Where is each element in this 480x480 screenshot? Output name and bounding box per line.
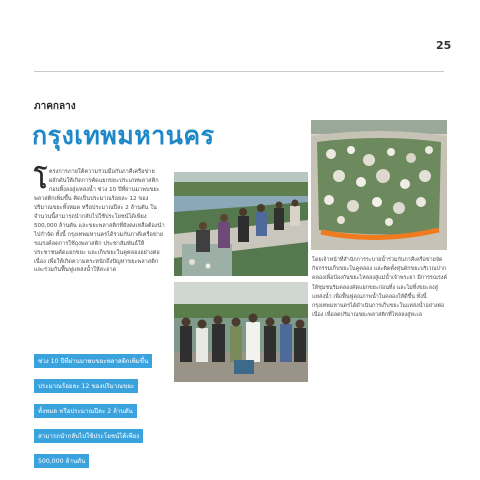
body-text (34, 168, 166, 275)
highlight-list (34, 348, 174, 473)
body-paragraph: ครงการภายใต้ความร่วมมือกับภาคีเครือข่าย ผลักดันให้เกิดการคัดแยกขยะประเภทพลาสติกก่อนทิ้งลงสู่แหล่งน้ำ ช่วง 10 ปีที่ผ่านมาพบขยะพลาสติกเพิ่มขึ้น คิดเป็นประมาณร้อยละ 12 ของปริมาณขยะทั้งหมด หรือประมาณปีละ 2 ล้านตัน ในจำนวนนี้สามารถนำกลับไปใช้ประโยชน์ได้เพียง 500,000 ล้านตัน และขยะพลาสติกที่ยังคงเหลือต้องนำไปกำจัด ทั้งนี้ กรุงเทพมหานครได้ร่วมกับภาคีเครือข่ายรณรงค์ลดการใช้ถุงพลาสติก ประชาสัมพันธ์ให้ประชาชนคัดแยกขยะ และเก็บขยะในคูคลองอย่างต่อเนื่อง เพื่อให้เกิดความตระหนักถึงปัญหาขยะพลาสติก และร่วมกันฟื้นฟูแหล่งน้ำให้สะอาด (34, 169, 165, 274)
photo-bottom-image (174, 282, 308, 382)
photo-caption: โดยเจ้าหน้าที่สำนักการระบายน้ำร่วมกับภาคีเครือข่ายจัดกิจกรรมเก็บขยะในคูคลอง และติดตั้งทุ่นดักขยะบริเวณปากคลองเพื่อป้องกันขยะไหลลงสู่แม่น้ำเจ้าพระยา มีการรณรงค์ให้ชุมชนริมคลองคัดแยกขยะก่อนทิ้ง และไม่ทิ้งขยะลงสู่แหล่งน้ำ เพื่อฟื้นฟูคุณภาพน้ำในคลองให้ดีขึ้น ทั้งนี้ กรุงเทพมหานครได้ดำเนินการเก็บขยะในแหล่งน้ำอย่างต่อเนื่อง เพื่อลดปริมาณขยะพลาสติกที่ไหลลงสู่ทะเล (312, 257, 447, 319)
page-title: กรุงเทพมหานคร (32, 121, 215, 150)
highlight-line: สามารถนำกลับไปใช้ประโยชน์ได้เพียง (34, 429, 143, 443)
highlight-line: ช่วง 10 ปีที่ผ่านมาพบขยะพลาสติกเพิ่มขึ้น (34, 354, 152, 368)
header-rule (34, 71, 444, 72)
section-label: ภาคกลาง (34, 101, 76, 112)
photo-right (311, 120, 447, 250)
photo-top (174, 172, 308, 276)
photo-bottom (174, 282, 308, 382)
highlight-line: ทั้งหมด หรือประมาณปีละ 2 ล้านตัน (34, 404, 137, 418)
photo-top-image (174, 172, 308, 276)
highlight-line: ประมาณร้อยละ 12 ของปริมาณขยะ (34, 379, 138, 393)
drop-cap: โ (34, 166, 47, 194)
page-number: 25 (436, 39, 452, 52)
highlight-line: 500,000 ล้านตัน (34, 454, 89, 468)
photo-right-image (311, 120, 447, 250)
